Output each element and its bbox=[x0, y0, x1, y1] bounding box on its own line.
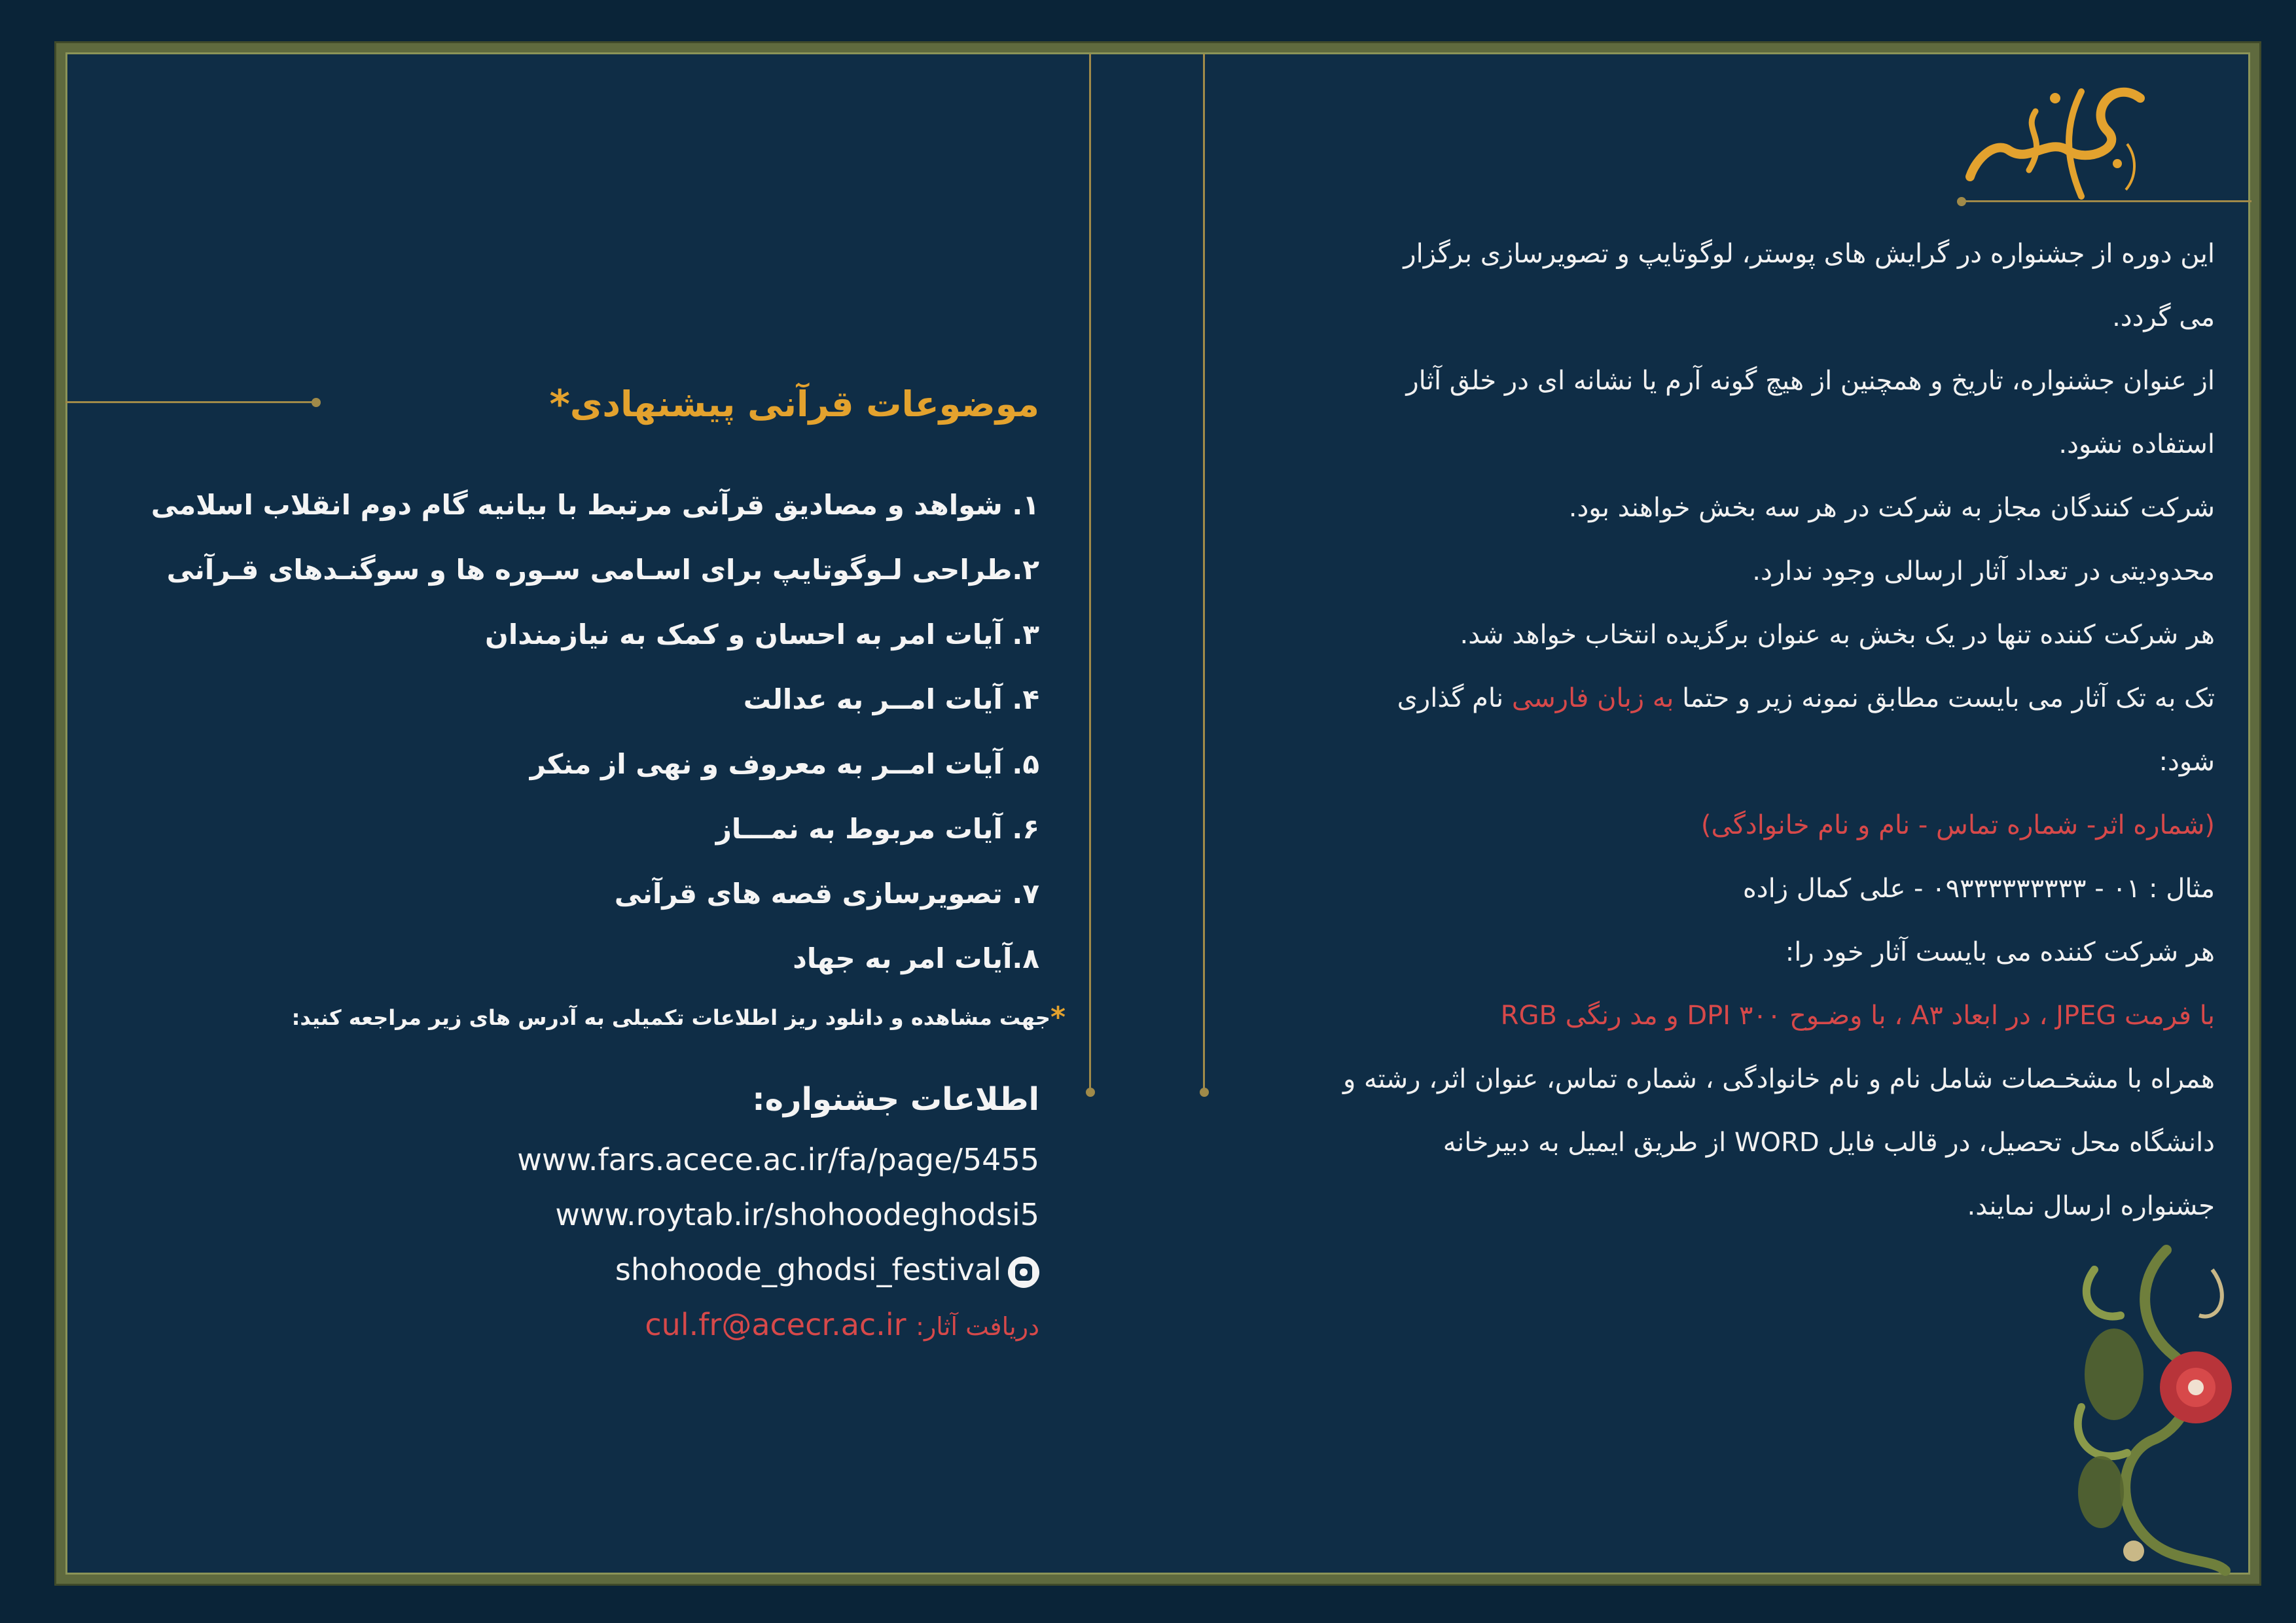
topic-item: ۴. آیات امــر به عدالت bbox=[743, 683, 1039, 715]
topic-item: ۳. آیات امر به احسان و کمک به نیازمندان bbox=[485, 618, 1039, 651]
intro-line: محدودیتی در تعداد آثار ارسالی وجود ندارد. bbox=[1752, 556, 2215, 586]
floral-ornament-art bbox=[2055, 1243, 2251, 1577]
intro-line: شود: bbox=[2159, 747, 2215, 777]
download-note bbox=[149, 995, 1066, 1041]
naming-example: مثال : ۰۱ - ۰۹۳۳۳۳۳۳۳۳۳ - علی کمال زاده bbox=[1742, 874, 2215, 904]
topic-item: ۷. تصویرسازی قصه های قرآنی bbox=[614, 878, 1039, 910]
topics-title-text: موضوعات قرآنی پیشنهادی bbox=[569, 383, 1039, 425]
logo bbox=[1957, 72, 2153, 209]
intro-line: این دوره از جشنواره در گرایش های پوستر، لوگوتایپ و تصویرسازی برگزار bbox=[1403, 239, 2215, 269]
topic-item: ۸.آیات امر به جهاد bbox=[793, 942, 1039, 974]
file-specs: با فرمت JPEG ، در ابعاد A۳ ، با وضـوح ۳۰۰ DPI و مد رنگی RGB bbox=[1500, 1001, 2215, 1031]
info-links bbox=[188, 1132, 1039, 1354]
star-icon: * bbox=[1050, 1001, 1066, 1034]
intro-line: می گردد. bbox=[2112, 302, 2215, 332]
topics-title bbox=[188, 372, 1039, 437]
star-icon: * bbox=[549, 382, 570, 427]
submission-email bbox=[188, 1297, 1039, 1354]
naming-text: نام گذاری bbox=[1397, 683, 1512, 713]
floral-ornament bbox=[2055, 1243, 2251, 1577]
receive-label: دریافت آثار: bbox=[916, 1312, 1039, 1341]
intro-line: هر شرکت کننده می بایست آثار خود را: bbox=[1785, 937, 2215, 967]
intro-line: جشنواره ارسال نمایند. bbox=[1967, 1191, 2215, 1221]
divider-dot bbox=[1200, 1088, 1209, 1097]
intro-line: استفاده نشود. bbox=[2058, 429, 2215, 459]
topics-list bbox=[151, 473, 1039, 991]
intro-line: شرکت کنندگان مجاز به شرکت در هر سه بخش خواهند بود. bbox=[1568, 493, 2215, 523]
divider-vertical-right bbox=[1203, 54, 1205, 1094]
intro-line: از عنوان جشنواره، تاریخ و همچنین از هیچ گونه آرم یا نشانه ای در خلق آثار bbox=[1406, 366, 2215, 396]
download-note-text: جهت مشاهده و دانلود ریز اطلاعات تکمیلی به آدرس های زیر مراجعه کنید: bbox=[291, 1005, 1050, 1030]
topic-item: ۱. شواهد و مصادیق قرآنی مرتبط با بیانیه گام دوم انقلاب اسلامی bbox=[151, 489, 1039, 521]
divider-dot bbox=[1086, 1088, 1095, 1097]
persian-language-highlight: به زبان فارسی bbox=[1511, 683, 1674, 713]
info-title: اطلاعات جشنواره: bbox=[752, 1081, 1039, 1118]
instagram-link[interactable] bbox=[188, 1242, 1039, 1297]
email-link[interactable]: cul.fr@acecr.ac.ir bbox=[645, 1307, 906, 1342]
instagram-icon bbox=[1008, 1257, 1039, 1288]
instagram-handle[interactable]: shohoode_ghodsi_festival bbox=[615, 1252, 1001, 1287]
topic-item: ۵. آیات امــر به معروف و نهی از منکر bbox=[529, 748, 1039, 780]
intro-line: همراه با مشخـصات شامل نام و نام خانوادگی ، شماره تماس، عنوان اثر، رشته و bbox=[1343, 1064, 2215, 1094]
topic-item: ۶. آیات مربوط به نمـــاز bbox=[715, 813, 1039, 845]
naming-text: تک به تک آثار می بایست مطابق نمونه زیر و حتما bbox=[1674, 683, 2215, 713]
website-link-2[interactable]: www.roytab.ir/shohoodeghodsi5 bbox=[555, 1197, 1039, 1232]
divider-vertical-left bbox=[1089, 54, 1091, 1094]
naming-format: (شماره اثر- شماره تماس - نام و نام خانوادگی) bbox=[1700, 810, 2215, 840]
intro-line: هر شرکت کننده تنها در یک بخش به عنوان برگزیده انتخاب خواهد شد. bbox=[1460, 620, 2215, 650]
logo-calligraphy bbox=[1957, 72, 2153, 209]
intro-text bbox=[1233, 223, 2215, 1238]
website-link-1[interactable]: www.fars.acece.ac.ir/fa/page/5455 bbox=[517, 1142, 1039, 1177]
topic-item: ۲.طراحی لـوگوتایپ برای اسـامی سـوره ها و سوگنـدهای قـرآنی bbox=[166, 554, 1039, 586]
intro-line: دانشگاه محل تحصیل، در قالب فایل WORD از طریق ایمیل به دبیرخانه bbox=[1443, 1128, 2215, 1158]
intro-line bbox=[1233, 667, 2215, 730]
